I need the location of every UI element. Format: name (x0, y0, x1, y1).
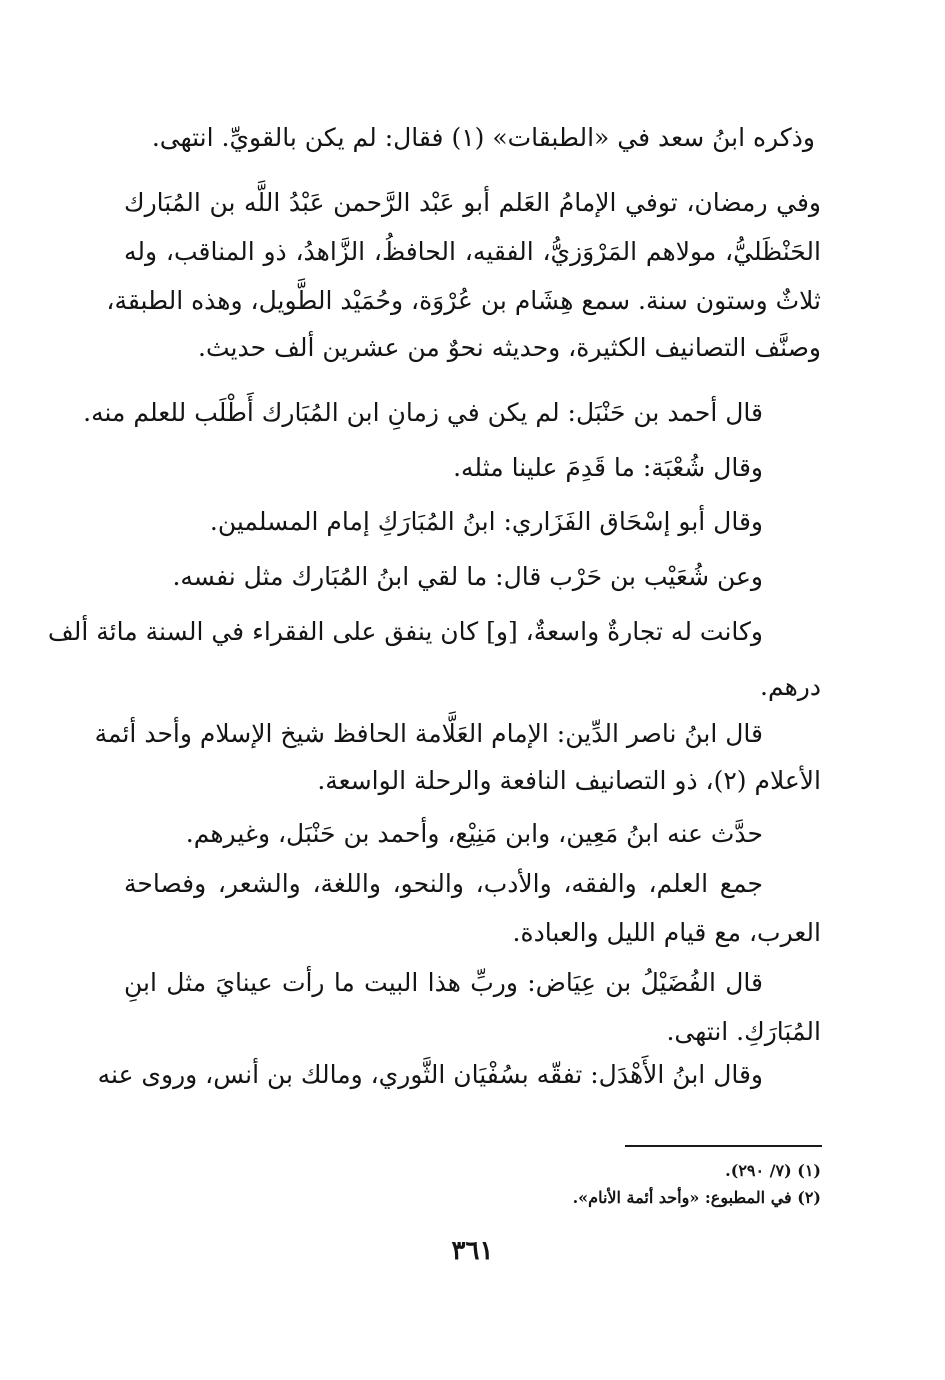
footnote-separator (625, 1145, 822, 1147)
body-line-19: وقال ابنُ الأَهْدَل: تفقّه بسُفْيَان الثَّوري، ومالك بن أنس، وروى عنه (97, 1060, 763, 1089)
body-line-10: وكانت له تجارةٌ واسعةٌ، [و] كان ينفق على الفقراء في السنة مائة ألف (47, 617, 763, 646)
footnote-2: (٢) في المطبوع: «وأحد أئمة الأنام». (572, 1188, 821, 1207)
body-line-5: وصنَّف التصانيف الكثيرة، وحديثه نحوٌ من عشرين ألف حديث. (198, 333, 821, 362)
footnote-1: (١) (٧/ ٢٩٠). (725, 1161, 821, 1180)
body-line-1: وذكره ابنُ سعد في «الطبقات» (١) فقال: لم يكن بالقويِّ. انتهى. (151, 123, 815, 152)
body-line-18: المُبَارَكِ. انتهى. (666, 1017, 821, 1046)
body-line-12: قال ابنُ ناصر الدِّين: الإمام العَلَّامة الحافظ شيخ الإسلام وأحد أئمة (94, 719, 763, 748)
body-line-2: وفي رمضان، توفي الإمامُ العَلم أبو عَبْد الرَّحمن عَبْدُ اللَّه بن المُبَارك (124, 188, 821, 217)
body-line-13: الأعلام (٢)، ذو التصانيف النافعة والرحلة الواسعة. (317, 766, 821, 795)
body-line-11: درهم. (760, 672, 821, 701)
body-line-16: العرب، مع قيام الليل والعبادة. (512, 918, 821, 947)
body-line-7: وقال شُعْبَة: ما قَدِمَ علينا مثله. (453, 453, 763, 482)
body-line-8: وقال أبو إسْحَاق الفَزَاري: ابنُ المُبَارَكِ إمام المسلمين. (209, 507, 763, 536)
body-line-15: جمع العلم، والفقه، والأدب، والنحو، واللغة، والشعر، وفصاحة (124, 869, 763, 898)
page-number: ٣٦١ (451, 1236, 494, 1266)
body-line-4: ثلاثٌ وستون سنة. سمع هِشَام بن عُرْوَة، وحُمَيْد الطَّويل، وهذه الطبقة، (106, 286, 821, 315)
body-line-17: قال الفُضَيْلُ بن عِيَاض: وربِّ هذا البيت ما رأت عينايَ مثل ابنِ (124, 968, 763, 997)
body-line-3: الحَنْظَليُّ، مولاهم المَرْوَزيُّ، الفقيه، الحافظُ، الزَّاهدُ، ذو المناقب، وله (124, 237, 821, 266)
body-line-6: قال أحمد بن حَنْبَل: لم يكن في زمانِ ابن المُبَارك أَطْلَب للعلم منه. (83, 398, 763, 427)
body-line-9: وعن شُعَيْب بن حَرْب قال: ما لقي ابنُ المُبَارك مثل نفسه. (172, 562, 763, 591)
body-line-14: حدَّث عنه ابنُ مَعِين، وابن مَنِيْع، وأحمد بن حَنْبَل، وغيرهم. (185, 819, 763, 848)
